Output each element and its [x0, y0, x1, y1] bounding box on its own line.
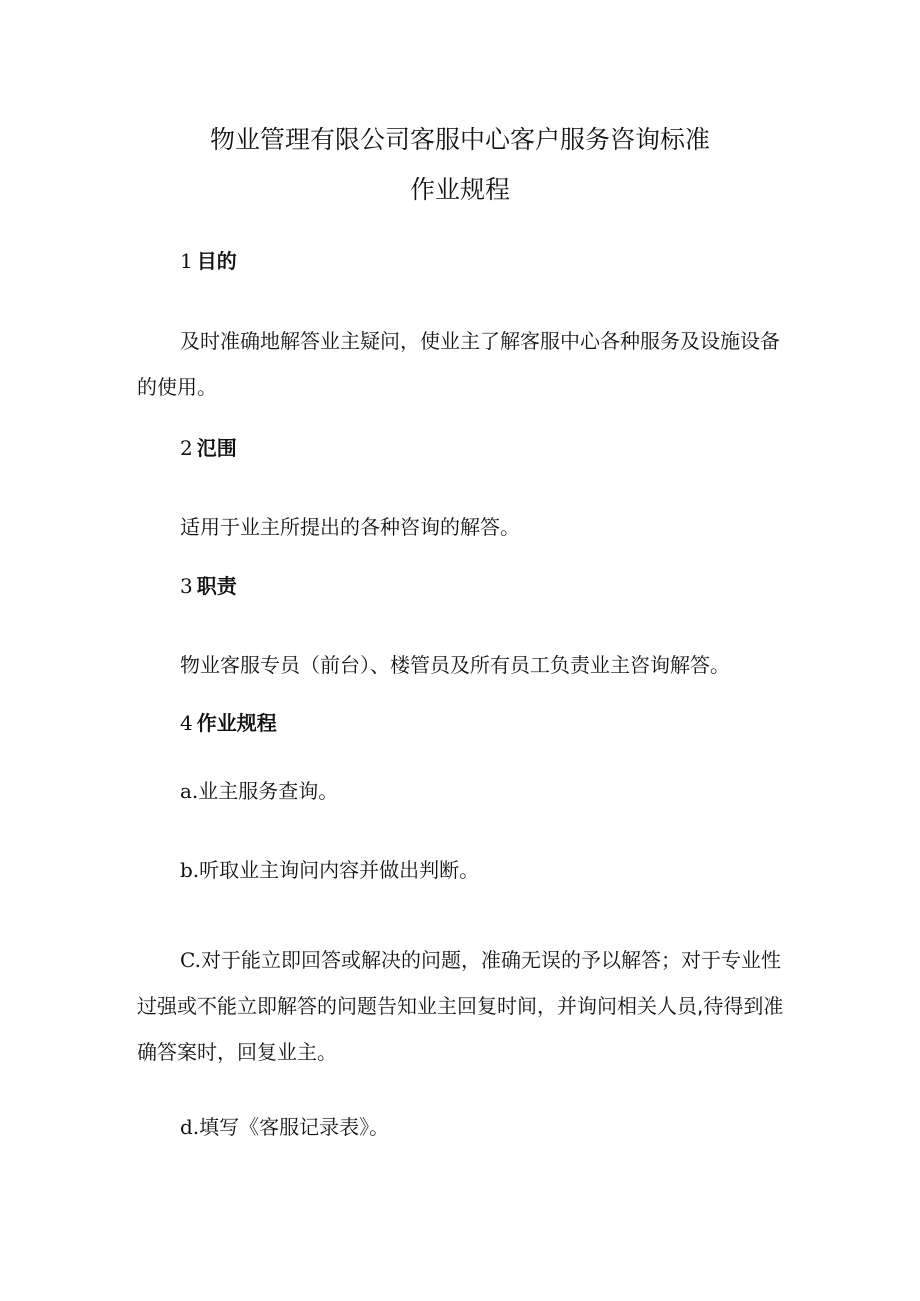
section-body-purpose: 及时准确地解答业主疑问，使业主了解客服中心各种服务及设施设备的使用。 [137, 329, 780, 399]
step-marker: b. [180, 858, 200, 882]
section-number: 2 [180, 436, 193, 460]
section-heading-duties [180, 572, 237, 600]
procedure-step-c [137, 937, 797, 1075]
step-marker: a. [180, 779, 199, 803]
section-heading-text: 氾围 [196, 436, 237, 460]
section-heading-purpose [180, 247, 237, 275]
section-number: 3 [180, 574, 193, 598]
document-title-line-1: 物业管理有限公司客服中心客户服务咨询标准 [209, 125, 710, 154]
section-number: 4 [180, 711, 193, 735]
section-body-duties: 物业客服专员（前台）、楼管员及所有员工负责业主咨询解答。 [180, 653, 730, 677]
procedure-step-d [137, 1104, 797, 1150]
section-heading-text: 目的 [196, 249, 237, 273]
step-text: 填写《客服记录表》。 [199, 1115, 390, 1139]
step-text: 听取业主询问内容并做出判断。 [199, 858, 480, 882]
section-heading-text: 职责 [196, 574, 237, 598]
section-number: 1 [180, 249, 193, 273]
section-heading-procedure [180, 709, 277, 737]
document-title-line-2: 作业规程 [409, 175, 510, 204]
step-marker: d. [180, 1115, 200, 1139]
step-text: 对于能立即回答或解决的问题，准确无误的予以解答；对于专业性过强或不能立即解答的问题告知业主回复时间，并询问相关人员,待得到准确答案时，回复业主。 [137, 948, 784, 1064]
procedure-step-a [137, 768, 797, 814]
procedure-step-b [137, 847, 797, 893]
step-text: 业主服务查询。 [198, 779, 339, 803]
section-heading-text: 作业规程 [196, 711, 277, 735]
step-marker: C. [180, 948, 201, 972]
section-heading-scope [180, 434, 237, 462]
section-body-scope: 适用于业主所提出的各种咨询的解答。 [180, 515, 520, 539]
